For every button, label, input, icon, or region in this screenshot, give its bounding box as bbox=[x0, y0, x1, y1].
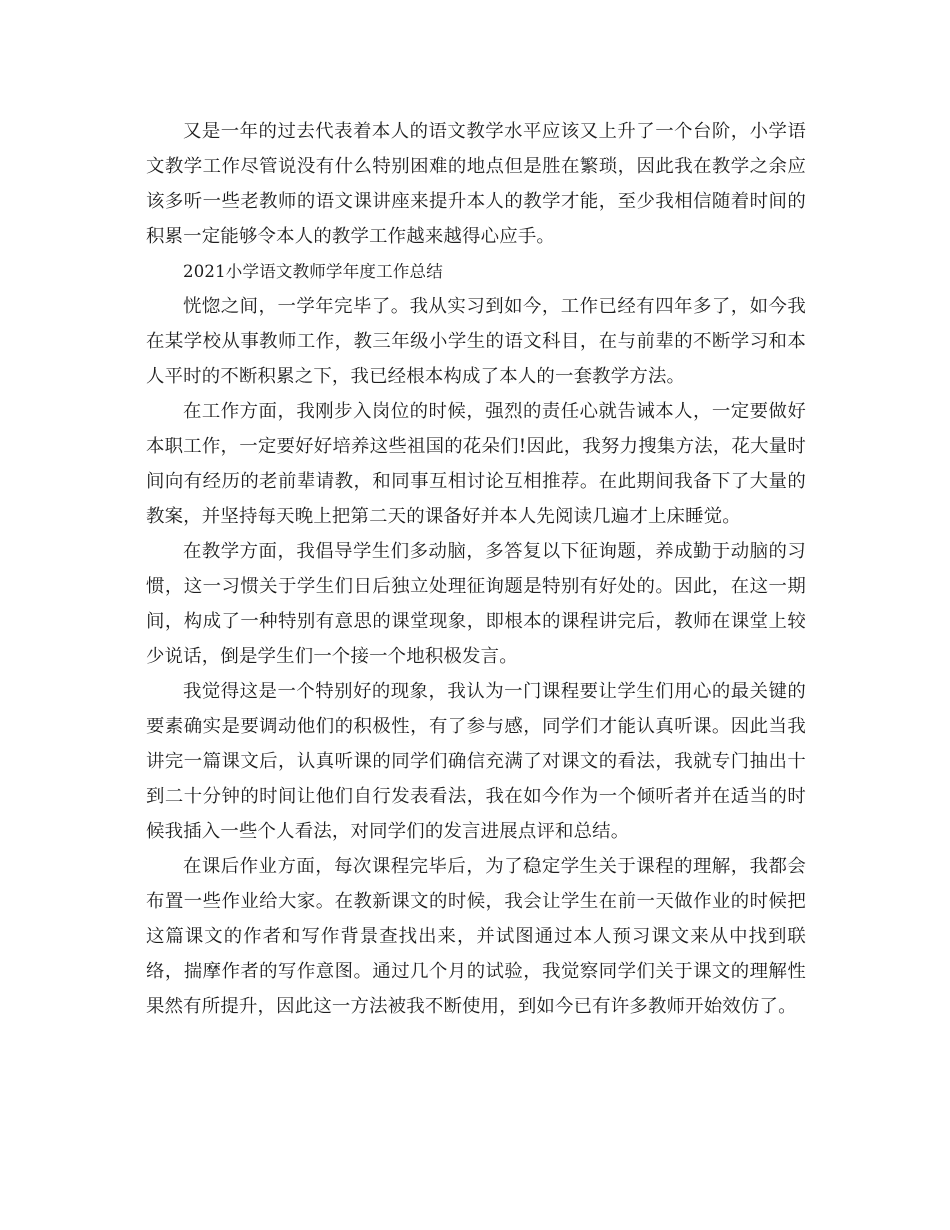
paragraph-work: 在工作方面，我刚步入岗位的时候，强烈的责任心就告诫本人，一定要做好本职工作，一定要好好培养这些祖国的花朵们!因此，我努力搜集方法，花大量时间向有经历的老前辈请教，和同事互相讨论互相推荐。在此期间我备下了大量的教案，并坚持每天晚上把第二天的课备好并本人先阅读几遍才上床睡觉。 bbox=[146, 401, 806, 527]
document-body bbox=[146, 114, 806, 1024]
paragraph-intro: 又是一年的过去代表着本人的语文教学水平应该又上升了一个台阶，小学语文教学工作尽管说没有什么特别困难的地点但是胜在繁琐，因此我在教学之余应该多听一些老教师的语文课讲座来提升本人的教学才能，至少我相信随着时间的积累一定能够令本人的教学工作越来越得心应手。 bbox=[146, 121, 806, 247]
paragraph-opening: 恍惚之间，一学年完毕了。我从实习到如今，工作已经有四年多了，如今我在某学校从事教师工作，教三年级小学生的语文科目，在与前辈的不断学习和本人平时的不断积累之下，我已经根本构成了本人的一套教学方法。 bbox=[146, 296, 806, 387]
paragraph-reflection: 我觉得这是一个特别好的现象，我认为一门课程要让学生们用心的最关键的要素确实是要调动他们的积极性，有了参与感，同学们才能认真听课。因此当我讲完一篇课文后，认真听课的同学们确信充满了对课文的看法，我就专门抽出十到二十分钟的时间让他们自行发表看法，我在如今作为一个倾听者并在适当的时候我插入一些个人看法，对同学们的发言进展点评和总结。 bbox=[146, 681, 806, 842]
section-title: 2021小学语文教师学年度工作总结 bbox=[183, 262, 443, 281]
paragraph-teaching: 在教学方面，我倡导学生们多动脑，多答复以下征询题，养成勤于动脑的习惯，这一习惯关于学生们日后独立处理征询题是特别有好处的。因此，在这一期间，构成了一种特别有意思的课堂现象，即根本的课程讲完后，教师在课堂上较少说话，倒是学生们一个接一个地积极发言。 bbox=[146, 541, 806, 667]
paragraph-homework: 在课后作业方面，每次课程完毕后，为了稳定学生关于课程的理解，我都会布置一些作业给大家。在教新课文的时候，我会让学生在前一天做作业的时候把这篇课文的作者和写作背景查找出来，并试图通过本人预习课文来从中找到联络，揣摩作者的写作意图。通过几个月的试验，我觉察同学们关于课文的理解性果然有所提升，因此这一方法被我不断使用，到如今已有许多教师开始效仿了。 bbox=[146, 856, 806, 1017]
